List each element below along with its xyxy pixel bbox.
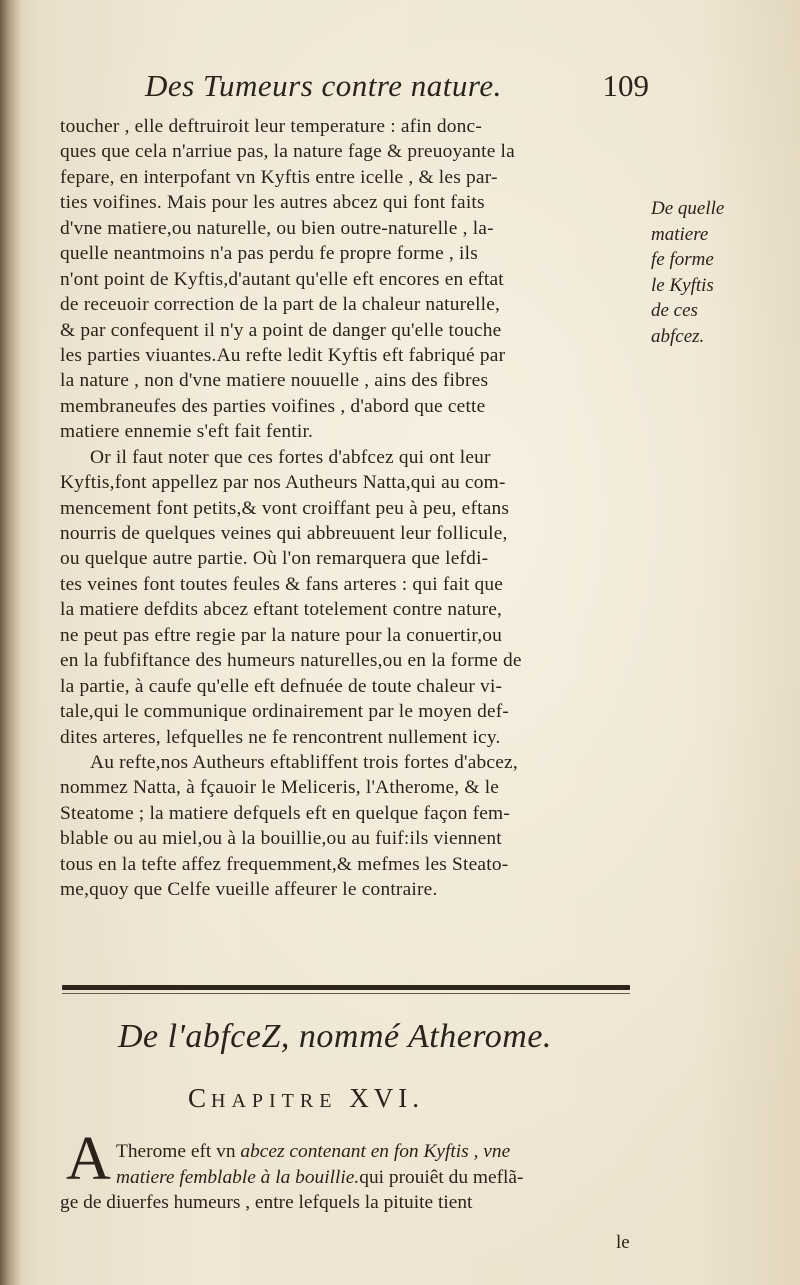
chapter-numeral: XVI. bbox=[349, 1083, 424, 1113]
text-line: matiere ennemie s'eft fait fentir. bbox=[60, 421, 314, 443]
section-rule bbox=[62, 985, 630, 990]
text-line: Au refte,nos Autheurs eftabliffent trois fortes d'abcez, bbox=[90, 751, 518, 773]
text-line: ties voifines. Mais pour les autres abcez qui font faits bbox=[60, 192, 485, 214]
text-line: la partie, à caufe qu'elle eft defnuée de toute chaleur vi- bbox=[60, 675, 503, 697]
text-line: & par confequent il n'y a point de danger qu'elle touche bbox=[60, 319, 502, 341]
text-line: nommez Natta, à fçauoir le Meliceris, l'Atherome, & le bbox=[60, 777, 500, 799]
chapter-text-roman: qui prouiêt du meflã- bbox=[359, 1166, 524, 1188]
chapter-text-line bbox=[116, 1165, 646, 1191]
margin-note bbox=[651, 196, 791, 349]
text-line: Steatome ; la matiere defquels eft en quelque façon fem- bbox=[60, 802, 510, 824]
text-line: de receuoir correction de la part de la chaleur naturelle, bbox=[60, 294, 501, 316]
text-line: me,quoy que Celfe vueille affeurer le contraire. bbox=[60, 879, 438, 901]
chapter-text bbox=[60, 1139, 646, 1216]
margin-note-line: De quelle bbox=[651, 198, 725, 219]
text-line: Kyftis,font appellez par nos Autheurs Natta,qui au com- bbox=[60, 472, 506, 494]
page-number: 109 bbox=[602, 68, 649, 103]
text-line: la nature , non d'vne matiere nouuelle , ains des fibres bbox=[60, 370, 489, 392]
margin-note-line: de ces bbox=[651, 300, 698, 321]
section-rule-thin bbox=[62, 993, 630, 994]
binding-gutter bbox=[0, 0, 22, 1285]
body-text bbox=[60, 114, 640, 903]
margin-note-line: matiere bbox=[651, 223, 709, 245]
text-line: fepare, en interpofant vn Kyftis entre icelle , & les par- bbox=[60, 166, 498, 188]
section-title: De l'abfceZ, nommé Atherome. bbox=[118, 1018, 552, 1055]
text-line: ne peut pas eftre regie par la nature pour la conuertir,ou bbox=[60, 624, 503, 646]
text-line: n'ont point de Kyftis,d'autant qu'elle eft encores en eftat bbox=[60, 268, 504, 290]
chapter-text-italic: matiere femblable à la bouillie. bbox=[116, 1166, 360, 1188]
running-title: Des Tumeurs contre nature. bbox=[145, 68, 502, 103]
text-line: tale,qui le communique ordinairement par le moyen def- bbox=[60, 701, 510, 723]
text-line: tes veines font toutes feules & fans arteres : qui fait que bbox=[60, 573, 504, 595]
text-line: en la fubfiftance des humeurs naturelles,ou en la forme de bbox=[60, 650, 522, 672]
chapter-text-roman: Therome eft vn bbox=[116, 1141, 236, 1162]
text-line: blable ou au miel,ou à la bouillie,ou au fuif:ils viennent bbox=[60, 828, 502, 850]
text-line: tous en la tefte affez frequemment,& mefmes les Steato- bbox=[60, 853, 509, 875]
text-line: ques que cela n'arriue pas, la nature fage & preuoyante la bbox=[60, 141, 515, 163]
chapter-label-initial: C bbox=[188, 1083, 212, 1113]
chapter-text-italic: abcez contenant en fon Kyftis , vne bbox=[240, 1141, 511, 1162]
chapter-heading bbox=[188, 1083, 424, 1114]
text-line: dites arteres, lefquelles ne fe rencontrent nullement icy. bbox=[60, 726, 501, 748]
margin-note-line: abfcez. bbox=[651, 325, 705, 347]
margin-note-line: fe forme bbox=[651, 249, 714, 270]
text-line: ou quelque autre partie. Où l'on remarquera que lefdi- bbox=[60, 548, 489, 570]
text-line: la matiere defdits abcez eftant totelement contre nature, bbox=[60, 599, 503, 621]
text-line: nourris de quelques veines qui abbreuuent leur follicule, bbox=[60, 523, 508, 544]
page-header bbox=[145, 68, 655, 112]
text-line: d'vne matiere,ou naturelle, ou bien outre-naturelle , la- bbox=[60, 217, 494, 239]
drop-cap: A bbox=[66, 1125, 111, 1193]
chapter-text-line bbox=[116, 1139, 646, 1165]
margin-note-line: le Kyftis bbox=[651, 274, 714, 296]
chapter-label-rest: HAPITRE bbox=[211, 1090, 338, 1112]
chapter-text-line: ge de diuerfes humeurs , entre lefquels la pituite tient bbox=[60, 1192, 473, 1213]
catchword: le bbox=[616, 1232, 630, 1253]
text-line: membraneufes des parties voifines , d'abord que cette bbox=[60, 395, 486, 417]
text-line: Or il faut noter que ces fortes d'abfcez qui ont leur bbox=[90, 446, 491, 468]
text-line: mencement font petits,& vont croiffant peu à peu, eftans bbox=[60, 497, 510, 519]
text-line: les parties viuantes.Au refte ledit Kyftis eft fabriqué par bbox=[60, 344, 506, 366]
text-line: toucher , elle deftruiroit leur temperature : afin donc- bbox=[60, 116, 482, 137]
text-line: quelle neantmoins n'a pas perdu fe propre forme , ils bbox=[60, 243, 478, 265]
